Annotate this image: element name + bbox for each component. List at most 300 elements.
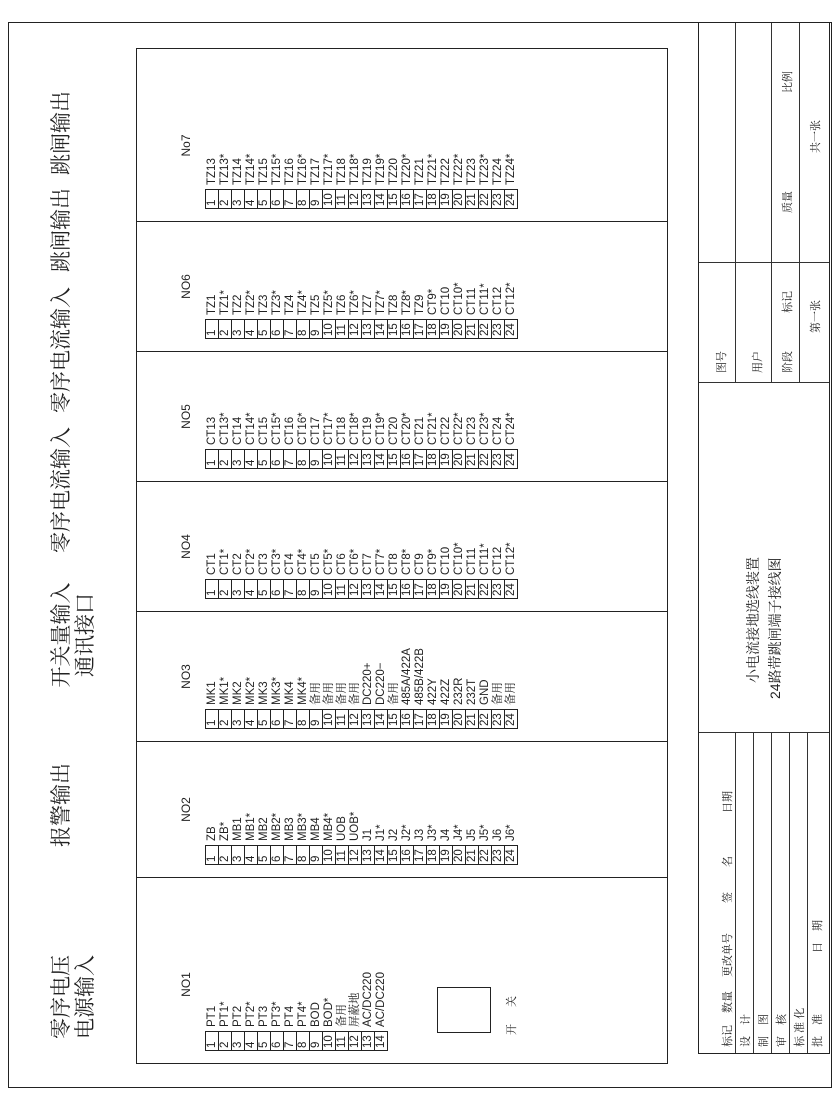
terminal-row: [414, 540, 427, 598]
terminal-row: [297, 410, 310, 468]
terminal-signal: MK2*: [245, 646, 258, 709]
terminal-signal: CT3: [258, 540, 271, 579]
terminal-signal: J2*: [401, 810, 414, 846]
terminal-signal: CT21: [414, 410, 427, 449]
terminal-row: [362, 540, 375, 598]
terminal-signal: 232R: [453, 646, 466, 709]
terminal-row: [466, 410, 479, 468]
terminal-signal: CT17: [310, 410, 323, 449]
terminal-row: [284, 280, 297, 338]
terminal-row: [349, 152, 362, 209]
terminal-signal: TZ24*: [505, 152, 518, 190]
terminal-row: [245, 970, 258, 1050]
terminal-row: [453, 646, 466, 728]
terminal-row: [375, 646, 388, 728]
terminal-number: 11: [336, 320, 349, 339]
terminal-row: [323, 280, 336, 338]
terminal-number: 13: [362, 1032, 375, 1051]
terminal-row: [206, 280, 219, 338]
terminal-signal: 备用: [388, 646, 401, 709]
terminal-signal: MK3: [258, 646, 271, 709]
terminal-signal: 422Y: [427, 646, 440, 709]
terminal-number: 10: [323, 450, 336, 469]
terminal-signal: MB2: [258, 810, 271, 846]
terminal-number: 4: [245, 580, 258, 599]
terminal-signal: J1*: [375, 810, 388, 846]
terminal-row: [388, 280, 401, 338]
terminal-signal: CT9*: [427, 540, 440, 579]
terminal-signal: CT20*: [401, 410, 414, 449]
terminal-signal: ZB*: [219, 810, 232, 846]
terminal-number: 5: [258, 450, 271, 469]
terminal-row: [362, 810, 375, 865]
terminal-row: [505, 810, 518, 865]
terminal-number: 14: [375, 190, 388, 209]
terminal-number: 12: [349, 320, 362, 339]
terminal-row: [388, 152, 401, 209]
terminal-number: 17: [414, 320, 427, 339]
terminal-panel-no4: [137, 481, 667, 611]
terminal-row: [362, 410, 375, 468]
terminal-number: 1: [206, 710, 219, 729]
terminal-row: [375, 970, 388, 1050]
terminal-number: 2: [219, 450, 232, 469]
terminal-number: 9: [310, 1032, 323, 1051]
header-no5-line1: 零序电流输入: [50, 287, 73, 413]
terminal-signal: TZ7*: [375, 280, 388, 319]
terminal-row: [219, 646, 232, 728]
drawing-title-line1: 小电流接地选线装置: [745, 557, 761, 683]
terminal-number: 17: [414, 190, 427, 209]
terminal-signal: CT11: [466, 280, 479, 319]
terminal-table: [205, 540, 518, 599]
terminal-signal: AC/DC220: [375, 970, 388, 1031]
terminal-number: 23: [492, 580, 505, 599]
terminal-signal: 485A/422A: [401, 646, 414, 709]
terminal-row: [310, 152, 323, 209]
terminal-row: [245, 810, 258, 865]
terminal-row: [336, 280, 349, 338]
header-no6: [50, 180, 74, 280]
terminal-row: [414, 280, 427, 338]
terminal-number: 13: [362, 190, 375, 209]
terminal-number: 22: [479, 190, 492, 209]
terminal-row: [466, 540, 479, 598]
terminal-signal: CT14*: [245, 410, 258, 449]
terminal-signal: MB3*: [297, 810, 310, 846]
terminal-signal: TZ15: [258, 152, 271, 190]
terminal-number: 19: [440, 190, 453, 209]
terminal-signal: CT6: [336, 540, 349, 579]
terminal-signal: GND: [479, 646, 492, 709]
terminal-row: [258, 810, 271, 865]
terminal-row: [401, 646, 414, 728]
terminal-number: 1: [206, 1032, 219, 1051]
terminal-number: 7: [284, 320, 297, 339]
terminal-row: [310, 646, 323, 728]
terminal-signal: CT12: [492, 280, 505, 319]
terminal-signal: MB3: [284, 810, 297, 846]
terminal-signal: CT4: [284, 540, 297, 579]
terminal-number: 6: [271, 710, 284, 729]
terminal-row: [323, 410, 336, 468]
terminal-number: 19: [440, 710, 453, 729]
terminal-number: 24: [505, 450, 518, 469]
terminal-signal: TZ8*: [401, 280, 414, 319]
terminal-number: 20: [453, 320, 466, 339]
terminal-number: 16: [401, 450, 414, 469]
sign-row-drawing: 制 图: [758, 1014, 770, 1047]
terminal-panel-no3: [137, 611, 667, 741]
header-no7: [50, 83, 74, 183]
terminal-signal: TZ17: [310, 152, 323, 190]
terminal-row: [492, 280, 505, 338]
terminal-row: [492, 152, 505, 209]
terminal-signal: MK3*: [271, 646, 284, 709]
terminal-row: [414, 410, 427, 468]
header-no2: [50, 740, 74, 870]
terminal-number: 2: [219, 190, 232, 209]
terminal-signal: TZ3: [258, 280, 271, 319]
terminal-number: 23: [492, 450, 505, 469]
terminal-number: 24: [505, 846, 518, 865]
terminal-number: 22: [479, 450, 492, 469]
terminal-row: [323, 810, 336, 865]
terminal-signal: CT17*: [323, 410, 336, 449]
terminal-number: 17: [414, 580, 427, 599]
terminal-signal: CT9*: [427, 280, 440, 319]
terminal-row: [401, 810, 414, 865]
terminal-number: 4: [245, 190, 258, 209]
terminal-number: 5: [258, 190, 271, 209]
revision-header-change-no: 更改单号: [722, 933, 734, 977]
terminal-signal: MB1: [232, 810, 245, 846]
terminal-signal: UOB*: [349, 810, 362, 846]
terminal-number: 12: [349, 710, 362, 729]
terminal-signal: J3: [414, 810, 427, 846]
terminal-signal: TZ19*: [375, 152, 388, 190]
terminal-row: [232, 646, 245, 728]
terminal-number: 5: [258, 1032, 271, 1051]
panel-title: NO1: [179, 972, 193, 997]
terminal-row: [271, 152, 284, 209]
terminal-row: [349, 540, 362, 598]
scale-label: 比例: [782, 71, 794, 93]
terminal-row: [375, 410, 388, 468]
terminal-row: [258, 280, 271, 338]
header-no3-line2: 通讯接口: [74, 593, 97, 677]
terminal-row: [505, 410, 518, 468]
terminal-signal: J4*: [453, 810, 466, 846]
terminal-row: [414, 646, 427, 728]
terminal-panel-no1: [137, 877, 667, 1063]
terminal-row: [284, 646, 297, 728]
terminal-row: [219, 540, 232, 598]
terminal-number: 14: [375, 580, 388, 599]
terminal-signal: CT5*: [323, 540, 336, 579]
terminal-row: [323, 152, 336, 209]
mass-label: 质量: [782, 191, 794, 213]
terminal-signal: TZ13*: [219, 152, 232, 190]
user-label: 用户: [752, 351, 764, 373]
terminal-signal: TZ1: [206, 280, 219, 319]
terminal-number: 14: [375, 320, 388, 339]
terminal-signal: CT22: [440, 410, 453, 449]
terminal-row: [427, 280, 440, 338]
header-no3: [50, 570, 98, 700]
terminal-row: [505, 152, 518, 209]
terminal-signal: BOD: [310, 970, 323, 1031]
terminal-number: 5: [258, 710, 271, 729]
drawing-title-line2: 24路带跳闸端子接线图: [767, 557, 783, 699]
terminal-number: 7: [284, 580, 297, 599]
terminal-row: [310, 410, 323, 468]
terminal-row: [388, 410, 401, 468]
terminal-signal: CT10: [440, 280, 453, 319]
terminal-row: [245, 152, 258, 209]
terminal-number: 10: [323, 710, 336, 729]
terminal-row: [505, 646, 518, 728]
terminal-row: [453, 410, 466, 468]
terminal-number: 6: [271, 580, 284, 599]
terminal-number: 8: [297, 710, 310, 729]
sign-row-standard: 标 准 化: [794, 1007, 806, 1047]
terminal-row: [323, 970, 336, 1050]
panel-title: NO2: [179, 797, 193, 822]
terminal-row: [479, 810, 492, 865]
terminal-row: [297, 810, 310, 865]
terminal-row: [206, 970, 219, 1050]
terminal-number: 21: [466, 846, 479, 865]
terminal-row: [453, 810, 466, 865]
terminal-row: [427, 540, 440, 598]
header-no1: [50, 942, 98, 1052]
terminal-signal: TZ14: [232, 152, 245, 190]
terminal-number: 9: [310, 710, 323, 729]
terminal-signal: TZ5*: [323, 280, 336, 319]
terminal-table: [205, 970, 388, 1051]
terminal-row: [414, 152, 427, 209]
terminal-number: 4: [245, 320, 258, 339]
terminal-row: [284, 540, 297, 598]
terminal-number: 11: [336, 710, 349, 729]
terminal-row: [466, 810, 479, 865]
terminal-number: 13: [362, 846, 375, 865]
terminal-row: [284, 970, 297, 1050]
panel-title: NO5: [179, 404, 193, 429]
terminal-signal: PT4: [284, 970, 297, 1031]
terminal-row: [479, 152, 492, 209]
terminal-signal: CT12*: [505, 540, 518, 579]
terminal-number: 8: [297, 580, 310, 599]
terminal-signal: CT10*: [453, 540, 466, 579]
terminal-number: 11: [336, 190, 349, 209]
terminal-number: 3: [232, 846, 245, 865]
terminal-number: 6: [271, 190, 284, 209]
terminal-signal: TZ23: [466, 152, 479, 190]
terminal-number: 7: [284, 190, 297, 209]
terminal-number: 6: [271, 846, 284, 865]
terminal-row: [232, 152, 245, 209]
terminal-number: 2: [219, 846, 232, 865]
terminal-signal: 备用: [323, 646, 336, 709]
terminal-number: 8: [297, 450, 310, 469]
terminal-signal: CT8*: [401, 540, 414, 579]
terminal-signal: CT1: [206, 540, 219, 579]
terminal-row: [232, 810, 245, 865]
terminal-row: [492, 540, 505, 598]
terminal-number: 23: [492, 710, 505, 729]
terminal-row: [258, 540, 271, 598]
terminal-signal: J5*: [479, 810, 492, 846]
terminal-row: [336, 810, 349, 865]
header-no5: [50, 280, 74, 420]
terminal-signal: TZ22*: [453, 152, 466, 190]
terminal-row: [245, 540, 258, 598]
terminal-signal: MB4: [310, 810, 323, 846]
terminal-number: 13: [362, 710, 375, 729]
panel-title: No7: [179, 134, 193, 157]
terminal-number: 4: [245, 846, 258, 865]
terminal-row: [206, 540, 219, 598]
terminal-signal: UOB: [336, 810, 349, 846]
terminal-signal: TZ15*: [271, 152, 284, 190]
terminal-number: 2: [219, 320, 232, 339]
terminal-signal: MK4*: [297, 646, 310, 709]
terminal-number: 2: [219, 1032, 232, 1051]
total-sheets-label: 共一张: [810, 120, 822, 153]
header-no1-line2: 电源输入: [74, 955, 97, 1039]
terminal-signal: 备用: [505, 646, 518, 709]
terminal-row: [401, 540, 414, 598]
terminal-row: [258, 646, 271, 728]
terminal-signal: CT2*: [245, 540, 258, 579]
terminal-signal: PT3*: [271, 970, 284, 1031]
terminal-row: [453, 280, 466, 338]
terminal-signal: TZ22: [440, 152, 453, 190]
terminal-number: 14: [375, 710, 388, 729]
terminal-number: 9: [310, 320, 323, 339]
terminal-row: [297, 280, 310, 338]
terminal-signal: CT23*: [479, 410, 492, 449]
terminal-row: [323, 540, 336, 598]
terminal-number: 8: [297, 190, 310, 209]
terminal-grid: [136, 48, 668, 1064]
terminal-row: [479, 540, 492, 598]
terminal-row: [453, 152, 466, 209]
terminal-signal: CT10: [440, 540, 453, 579]
terminal-row: [375, 280, 388, 338]
terminal-number: 3: [232, 320, 245, 339]
terminal-number: 12: [349, 190, 362, 209]
terminal-row: [375, 152, 388, 209]
terminal-row: [245, 280, 258, 338]
terminal-number: 20: [453, 450, 466, 469]
terminal-row: [310, 280, 323, 338]
terminal-number: 20: [453, 710, 466, 729]
terminal-signal: TZ17*: [323, 152, 336, 190]
terminal-number: 10: [323, 320, 336, 339]
terminal-signal: TZ24: [492, 152, 505, 190]
terminal-number: 15: [388, 450, 401, 469]
terminal-row: [206, 810, 219, 865]
terminal-row: [336, 970, 349, 1050]
terminal-number: 4: [245, 450, 258, 469]
revision-header-name: 名: [722, 856, 734, 867]
terminal-number: 24: [505, 710, 518, 729]
header-no1-line1: 零序电压: [50, 955, 73, 1039]
terminal-number: 12: [349, 846, 362, 865]
drawing-number-label: 图号: [716, 351, 728, 373]
terminal-signal: 屏蔽地: [349, 970, 362, 1031]
terminal-number: 24: [505, 190, 518, 209]
terminal-number: 14: [375, 1032, 388, 1051]
terminal-number: 13: [362, 320, 375, 339]
terminal-signal: J6: [492, 810, 505, 846]
terminal-number: 17: [414, 710, 427, 729]
terminal-number: 24: [505, 580, 518, 599]
terminal-number: 19: [440, 320, 453, 339]
terminal-signal: MB2*: [271, 810, 284, 846]
terminal-signal: CT24*: [505, 410, 518, 449]
terminal-number: 22: [479, 846, 492, 865]
terminal-signal: 备用: [310, 646, 323, 709]
terminal-signal: TZ7: [362, 280, 375, 319]
mark-label: 标记: [782, 291, 794, 313]
panel-title: NO3: [179, 664, 193, 689]
terminal-number: 6: [271, 1032, 284, 1051]
terminal-signal: CT3*: [271, 540, 284, 579]
terminal-row: [440, 152, 453, 209]
terminal-signal: TZ19: [362, 152, 375, 190]
terminal-row: [219, 410, 232, 468]
terminal-row: [271, 540, 284, 598]
terminal-number: 22: [479, 580, 492, 599]
terminal-number: 2: [219, 580, 232, 599]
terminal-number: 11: [336, 846, 349, 865]
terminal-row: [401, 410, 414, 468]
terminal-number: 8: [297, 846, 310, 865]
terminal-row: [206, 646, 219, 728]
terminal-signal: J4: [440, 810, 453, 846]
terminal-signal: J2: [388, 810, 401, 846]
terminal-number: 19: [440, 580, 453, 599]
terminal-row: [414, 810, 427, 865]
switch-off-label: 关: [506, 996, 518, 1007]
switch-on-label: 开: [506, 1024, 518, 1035]
terminal-row: [245, 410, 258, 468]
terminal-signal: PT2*: [245, 970, 258, 1031]
terminal-number: 23: [492, 320, 505, 339]
terminal-row: [310, 540, 323, 598]
terminal-signal: TZ5: [310, 280, 323, 319]
terminal-signal: TZ6*: [349, 280, 362, 319]
terminal-signal: CT19: [362, 410, 375, 449]
terminal-row: [297, 970, 310, 1050]
terminal-row: [206, 410, 219, 468]
terminal-number: 18: [427, 450, 440, 469]
terminal-number: 20: [453, 580, 466, 599]
terminal-signal: CT7: [362, 540, 375, 579]
terminal-number: 1: [206, 580, 219, 599]
terminal-row: [388, 810, 401, 865]
terminal-table: [205, 152, 518, 209]
terminal-signal: TZ3*: [271, 280, 284, 319]
terminal-signal: 485B/422B: [414, 646, 427, 709]
terminal-number: 18: [427, 580, 440, 599]
terminal-row: [492, 646, 505, 728]
terminal-signal: TZ21*: [427, 152, 440, 190]
